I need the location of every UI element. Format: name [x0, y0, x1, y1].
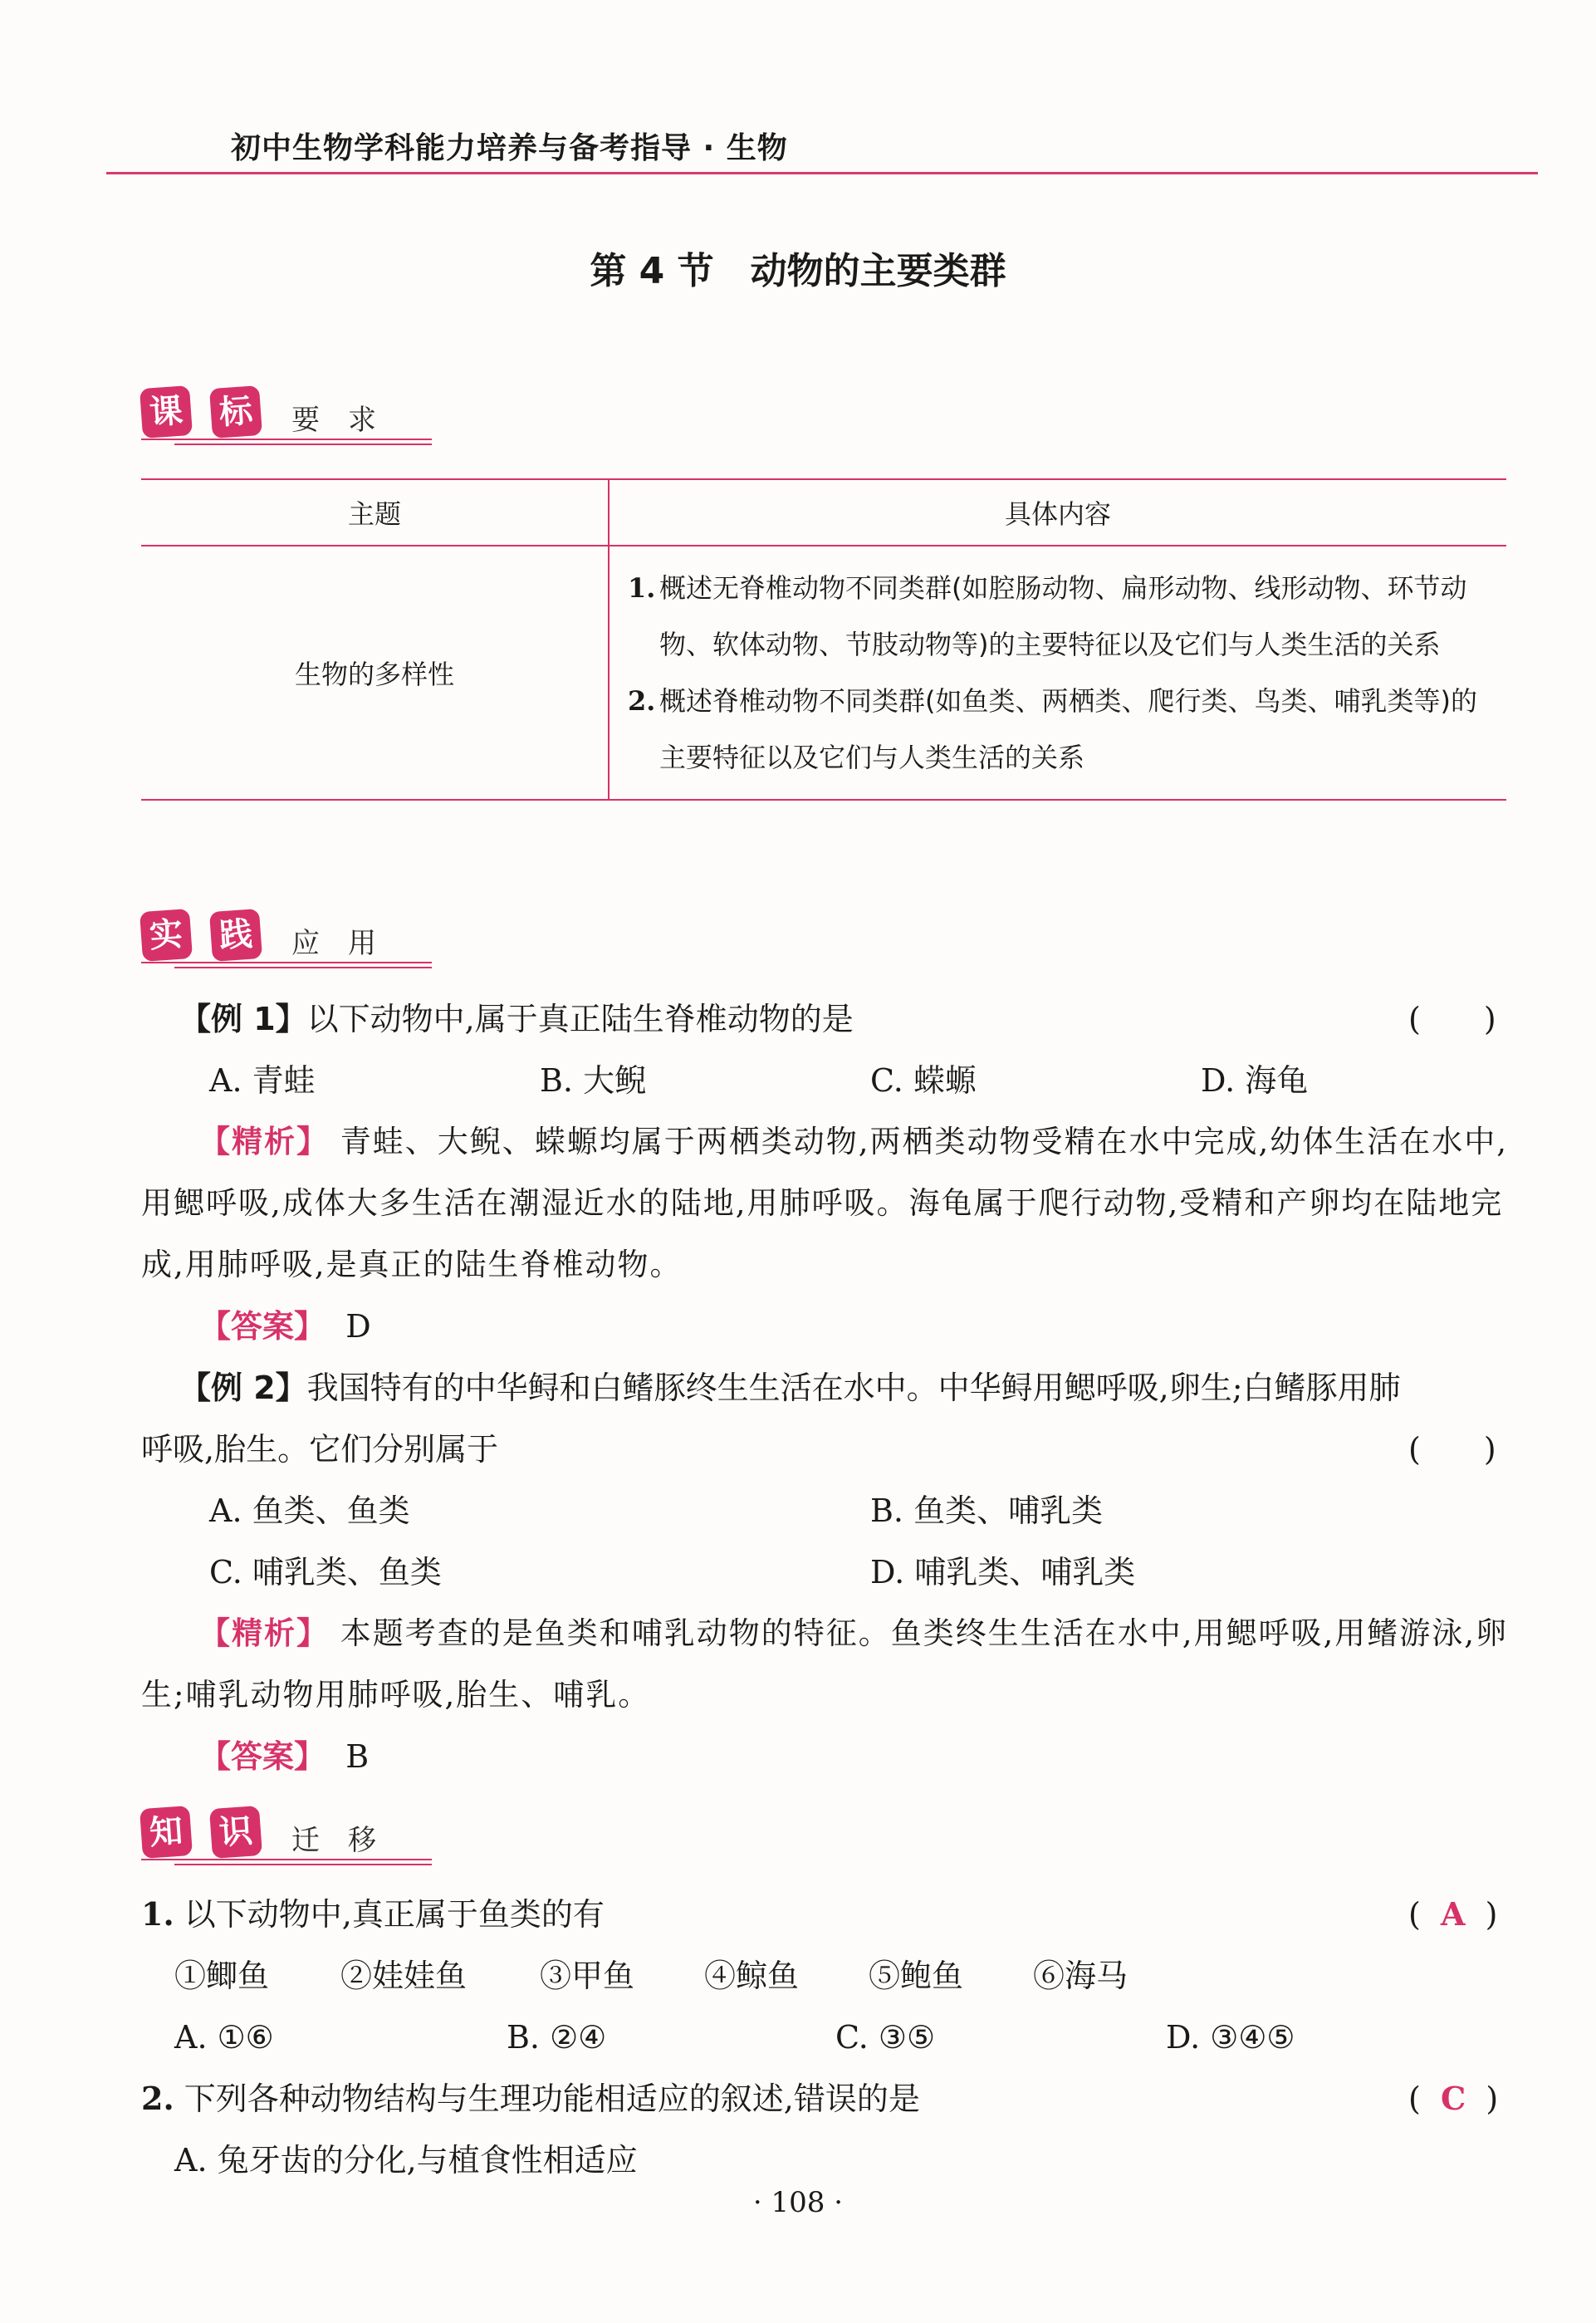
- answer-value: B: [345, 1738, 370, 1775]
- paren-close: ): [1485, 1896, 1498, 1933]
- banner-char: 迁: [291, 1824, 320, 1857]
- answer-value: C: [1441, 2080, 1466, 2117]
- banner-char: 移: [348, 1824, 376, 1857]
- answer-label: 【答案】: [199, 1738, 326, 1775]
- example-1-answer: [199, 1296, 371, 1357]
- answer-paren: [1408, 2068, 1498, 2129]
- requirements-table: [141, 478, 1506, 801]
- answer-paren: ( ): [1408, 1431, 1496, 1468]
- banner-char: 课: [140, 385, 193, 439]
- example-2-question-line2: 呼吸,胎生。它们分别属于: [141, 1431, 499, 1468]
- option-c: C. ③⑤: [835, 2019, 936, 2056]
- answer-paren: ( ): [1408, 1001, 1496, 1037]
- banner-rule: [174, 1864, 432, 1865]
- example-label: 【例 2】: [179, 1370, 307, 1406]
- animal-item: ②娃娃鱼: [340, 1958, 468, 1994]
- banner-rule: [174, 444, 432, 445]
- banner-char: 要: [291, 404, 320, 437]
- option-b: B. ②④: [507, 2019, 607, 2056]
- banner-char: 用: [348, 927, 376, 960]
- analysis-text: 本题考查的是鱼类和哺乳动物的特征。鱼类终生生活在水中,用鳃呼吸,用鳍游泳,卵生;哺乳动物用肺呼吸,胎生、哺乳。: [141, 1615, 1509, 1713]
- banner-char: 践: [209, 909, 262, 962]
- option-a: A. ①⑥: [174, 2019, 274, 2056]
- option-d: D. 哺乳类、哺乳类: [870, 1554, 1136, 1590]
- item-number: 2.: [628, 685, 656, 717]
- question-number: 1.: [141, 1895, 174, 1933]
- table-row: [141, 546, 1506, 800]
- animal-item: ①鲫鱼: [174, 1958, 270, 1994]
- example-1-analysis: [141, 1111, 1511, 1296]
- option-a: A. 兔牙齿的分化,与植食性相适应: [174, 2142, 638, 2178]
- page-number: · 108 ·: [752, 2186, 844, 2219]
- question-1: [141, 1884, 605, 1945]
- banner-char: 识: [209, 1806, 262, 1859]
- example-2-question-line1: [179, 1357, 1516, 1419]
- option-d: D. ③④⑤: [1166, 2019, 1295, 2056]
- banner-rule: [141, 962, 432, 963]
- analysis-text: 青蛙、大鲵、蝾螈均属于两栖类动物,两栖类动物受精在水中完成,幼体生活在水中,用鳃呼吸,成体大多生活在潮湿近水的陆地,用肺呼吸。海龟属于爬行动物,受精和产卵均在陆地完成,用肺呼吸,是真正的陆生脊椎动物。: [141, 1124, 1509, 1282]
- banner-char: 求: [348, 404, 376, 437]
- question-text: 我国特有的中华鲟和白鳍豚终生生活在水中。中华鲟用鳃呼吸,卵生;白鳍豚用肺: [306, 1370, 1401, 1406]
- banner-rule: [141, 439, 432, 440]
- option-b: B. 鱼类、哺乳类: [870, 1492, 1104, 1529]
- banner-practice-application: [141, 910, 440, 977]
- question-text: 以下动物中,真正属于鱼类的有: [184, 1896, 605, 1933]
- banner-curriculum-requirements: [141, 387, 440, 453]
- option-c: C. 哺乳类、鱼类: [209, 1554, 442, 1590]
- table-cell-content: [609, 546, 1506, 800]
- animal-item: ③甲鱼: [540, 1958, 635, 1994]
- analysis-label: 【精析】: [199, 1615, 329, 1651]
- option-d: D. 海龟: [1201, 1062, 1309, 1099]
- table-cell-theme: 生物的多样性: [141, 546, 609, 800]
- question-2: [141, 2068, 920, 2129]
- example-label: 【例 1】: [179, 1001, 307, 1037]
- answer-value: D: [345, 1308, 371, 1345]
- animal-item: ⑥海马: [1033, 1958, 1128, 1994]
- example-2-analysis: [141, 1603, 1511, 1726]
- option-b: B. 大鲵: [540, 1062, 647, 1099]
- header-rule: [106, 172, 1538, 174]
- option-c: C. 蝾螈: [870, 1062, 977, 1099]
- paren-close: ): [1486, 2080, 1499, 2117]
- animal-item: ④鲸鱼: [704, 1958, 800, 1994]
- option-a: A. 鱼类、鱼类: [209, 1492, 410, 1529]
- analysis-label: 【精析】: [199, 1124, 329, 1159]
- table-header-content: 具体内容: [609, 479, 1506, 546]
- question-text: 下列各种动物结构与生理功能相适应的叙述,错误的是: [184, 2080, 920, 2117]
- item-text: 概述无脊椎动物不同类群(如腔肠动物、扁形动物、线形动物、环节动物、软体动物、节肢动物等)的主要特征以及它们与人类生活的关系: [659, 572, 1467, 660]
- banner-rule: [174, 967, 432, 968]
- item-text: 概述脊椎动物不同类群(如鱼类、两栖类、爬行类、鸟类、哺乳类等)的主要特征以及它们与人类生活的关系: [659, 685, 1477, 773]
- option-a: A. 青蛙: [209, 1062, 316, 1099]
- banner-rule: [141, 1859, 432, 1860]
- section-title: 第 4 节 动物的主要类群: [590, 250, 1006, 292]
- question-text: 以下动物中,属于真正陆生脊椎动物的是: [306, 1001, 854, 1037]
- table-header-theme: 主题: [141, 479, 609, 546]
- paren-open: (: [1408, 1896, 1421, 1933]
- answer-value: A: [1441, 1895, 1466, 1933]
- banner-char: 应: [291, 927, 320, 960]
- book-title: 初中生物学科能力培养与备考指导 · 生物: [231, 131, 788, 165]
- answer-label: 【答案】: [199, 1308, 326, 1345]
- list-item: [628, 673, 1498, 786]
- paren-open: (: [1408, 2080, 1421, 2117]
- animal-item: ⑤鲍鱼: [869, 1958, 964, 1994]
- example-2-answer: [199, 1726, 369, 1787]
- example-1-question: [179, 988, 1383, 1050]
- banner-knowledge-transfer: [141, 1807, 440, 1874]
- banner-char: 实: [140, 909, 193, 962]
- list-item: [628, 560, 1498, 673]
- answer-paren: [1408, 1884, 1497, 1945]
- banner-char: 标: [209, 385, 262, 439]
- question-number: 2.: [141, 2080, 174, 2117]
- table-header-row: [141, 479, 1506, 546]
- item-number: 1.: [628, 572, 656, 604]
- banner-char: 知: [140, 1806, 193, 1859]
